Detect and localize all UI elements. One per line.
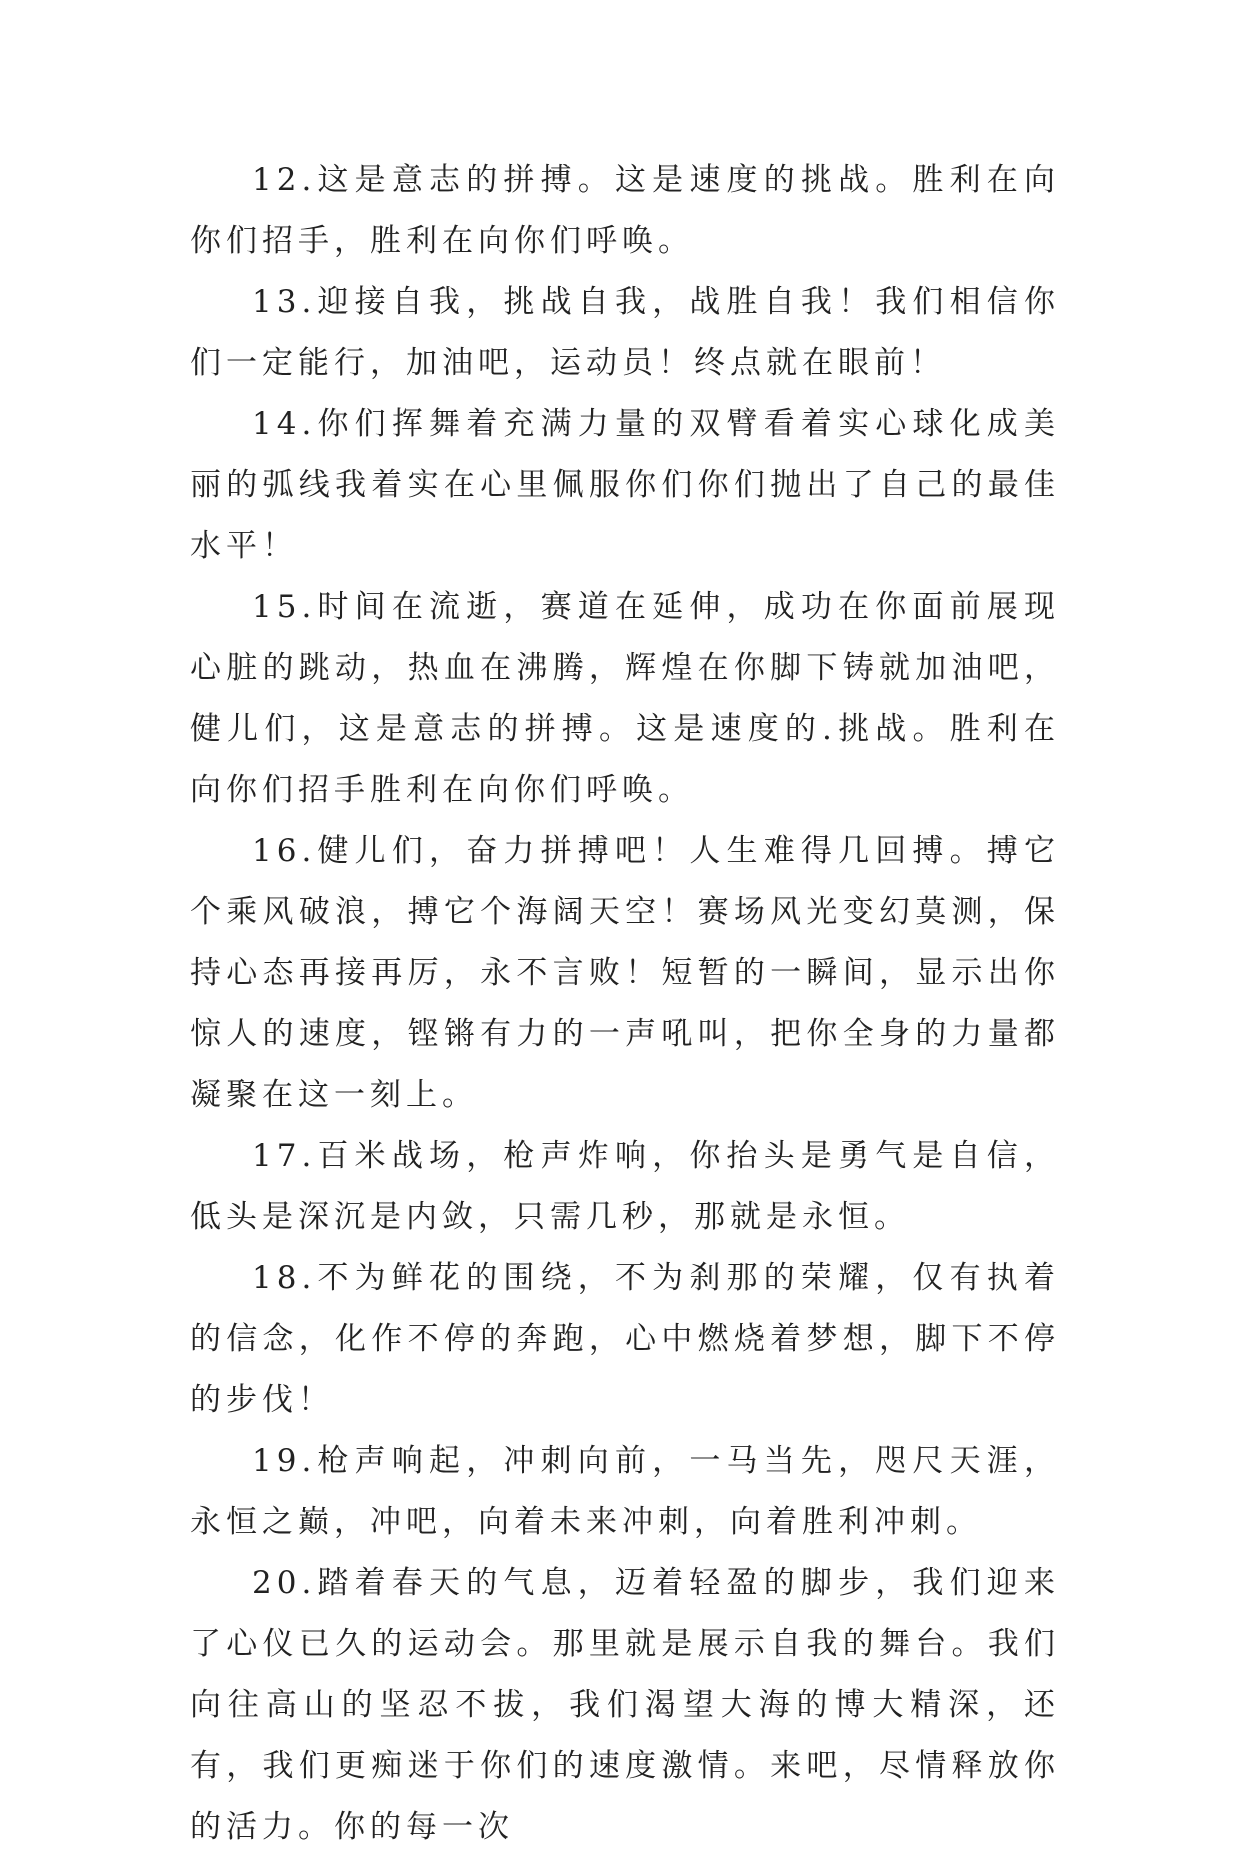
paragraph-13: 13.迎接自我，挑战自我，战胜自我！我们相信你们一定能行，加油吧，运动员！终点就在眼前！ — [190, 284, 1060, 381]
paragraph-15: 15.时间在流逝，赛道在延伸，成功在你面前展现心脏的跳动，热血在沸腾，辉煌在你脚下铸就加油吧，健儿们，这是意志的拼搏。这是速度的.挑战。胜利在向你们招手胜利在向你们呼唤。 — [190, 589, 1060, 808]
paragraph-14: 14.你们挥舞着充满力量的双臂看着实心球化成美丽的弧线我着实在心里佩服你们你们抛出了自己的最佳水平！ — [190, 406, 1060, 564]
paragraph-16: 16.健儿们，奋力拼搏吧！人生难得几回搏。搏它个乘风破浪，搏它个海阔天空！赛场风光变幻莫测，保持心态再接再厉，永不言败！短暂的一瞬间，显示出你惊人的速度，铿锵有力的一声吼叫，把你全身的力量都凝聚在这一刻上。 — [190, 833, 1060, 1113]
paragraph-17: 17.百米战场，枪声炸响，你抬头是勇气是自信，低头是深沉是内敛，只需几秒，那就是永恒。 — [190, 1138, 1060, 1235]
paragraph-18: 18.不为鲜花的围绕，不为刹那的荣耀，仅有执着的信念，化作不停的奔跑，心中燃烧着梦想，脚下不停的步伐！ — [190, 1260, 1060, 1418]
paragraph-19: 19.枪声响起，冲刺向前，一马当先，咫尺天涯，永恒之巅，冲吧，向着未来冲刺，向着胜利冲刺。 — [190, 1443, 1060, 1540]
document-body — [190, 150, 1060, 1858]
paragraph-12: 12.这是意志的拼搏。这是速度的挑战。胜利在向你们招手，胜利在向你们呼唤。 — [190, 162, 1060, 259]
paragraph-20: 20.踏着春天的气息，迈着轻盈的脚步，我们迎来了心仪已久的运动会。那里就是展示自我的舞台。我们向往高山的坚忍不拔，我们渴望大海的博大精深，还有，我们更痴迷于你们的速度激情。来吧，尽情释放你的活力。你的每一次 — [190, 1565, 1060, 1845]
